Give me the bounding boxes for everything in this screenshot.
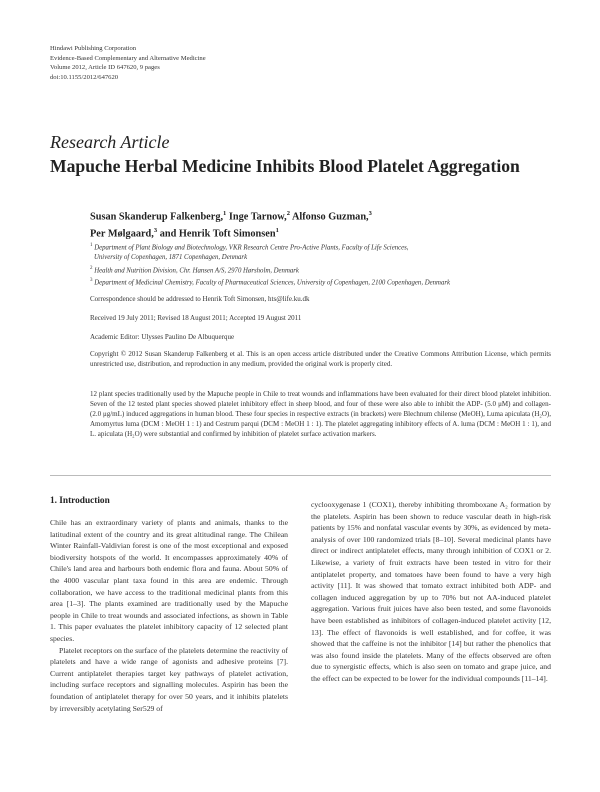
column-right xyxy=(311,499,551,685)
affiliation-mark: 3 xyxy=(90,278,93,284)
volume-info: Volume 2012, Article ID 647620, 9 pages xyxy=(50,64,160,72)
affiliation-text: University of Copenhagen, 1871 Copenhagen, Denmark xyxy=(94,254,248,262)
publisher: Hindawi Publishing Corporation xyxy=(50,45,137,52)
affiliation-mark: 1 xyxy=(90,243,93,248)
journal-name: Evidence-Based Complementary and Alternative Medicine xyxy=(50,54,206,62)
author-affil-mark: 2 xyxy=(286,210,290,217)
abstract: 12 plant species traditionally used by the Mapuche people in Chile to treat wounds and inflammations have been evaluated for their direct blood platelet inhibition. Seven of the 12 tested plant species showed platelet inhibitory effect in sheep blood, and four of these were also able to inhibit the ADP- (5.0 μM) and collagen- (2.0 μg/mL) induced aggregations in human blood. These four species in respective extracts (in brackets) were Blechnum chilense (MeOH), Luma apiculata (H₂O), Amomyrtus luma (DCM : MeOH 1 : 1) and Cestrum parqui (DCM : MeOH 1 : 1). The platelet aggregating inhibitory effects of A. luma (DCM : MeOH 1 : 1), and L. apiculata (H₂O) were substantial and confirmed by inhibition of platelet surface activation markers. xyxy=(90,390,551,438)
affiliation xyxy=(90,253,450,263)
author-name: Per Mølgaard, xyxy=(90,228,154,240)
affiliation-text: Health and Nutrition Division, Chr. Hansen A/S, 2970 Hørsholm, Denmark xyxy=(94,266,299,274)
academic-editor: Academic Editor: Ulysses Paulino De Albuquerque xyxy=(90,333,235,341)
affiliations xyxy=(90,241,450,289)
affiliation xyxy=(90,264,450,276)
article-type: Research Article xyxy=(50,132,170,152)
affiliation-mark: 2 xyxy=(90,265,93,271)
author-line-1 xyxy=(90,207,372,224)
author-affil-mark: 3 xyxy=(153,227,158,235)
paper-title: Mapuche Herbal Medicine Inhibits Blood Platelet Aggregation xyxy=(50,156,520,176)
affiliation-text: Department of Plant Biology and Biotechnology, VKR Research Centre Pro-Active Plants, Faculty of Life Sciences, xyxy=(94,244,409,252)
affiliation xyxy=(90,241,450,253)
doi: doi:10.1155/2012/647620 xyxy=(50,73,119,81)
author-affil-mark: 1 xyxy=(275,227,279,235)
author-name: Inge Tarnow, xyxy=(228,211,287,223)
author-name: Alfonso Guzman, xyxy=(291,211,369,223)
column-left xyxy=(50,517,288,714)
affiliation-text: Department of Medicinal Chemistry, Faculty of Pharmaceutical Sciences, University of Copenhagen, 2100 Copenhagen, Denmark xyxy=(94,279,451,287)
dates: Received 19 July 2011; Revised 18 August 2011; Accepted 19 August 2011 xyxy=(90,314,302,322)
author-name: and Henrik Toft Simonsen xyxy=(159,228,276,240)
author-list xyxy=(90,207,372,242)
paragraph: cyclooxygenase 1 (COX1), thereby inhibiting thromboxane A₂ formation by the platelets. Aspirin has been shown to reduce vascular death in high-risk patients by 15% and nonfatal vascular events by 30%, as evidenced by meta-analysis of over 100 randomized trials [8–10]. Several medicinal plants have direct or indirect antiplatelet effects, many through inhibition of COX1 or 2. Likewise, a variety of fruit extracts have been tested in vitro for their antiplatelet property, and tomatoes have been found to have a very high activity [11]. It was showed that tomato extract inhibited both ADP- and collagen induced aggregation by up to 70% but not AA-induced platelet aggregation. Various fruit juices have also been tested, and some flavonoids have been established as inhibitors of collagen-induced platelet activity [12, 13]. The effect of flavonoids is well established, and for coffee, it was showed that the caffeine is not the inhibitor [14] but rather the phenolics that was also found inside the platelets. Many of the effects observed are often due to synergistic effects, which is also seen on tomato and grape juice, and the effect can be expected to be lower for the individual compounds [11–14]. xyxy=(311,500,551,683)
copyright-notice: Copyright © 2012 Susan Skanderup Falkenberg et al. This is an open access article distributed under the Creative Commons Attribution License, which permits unrestricted use, distribution, and reproduction in any medium, provided the original work is properly cited. xyxy=(90,350,551,369)
paragraph: Chile has an extraordinary variety of plants and animals, thanks to the latitudinal extent of the country and its great altitudinal range. The Chilean Winter Rainfall-Valdivian forest is one of the most exceptional and exposed biodiversity hotspots of the world. It encompasses approximately 40% of Chile's land area and harbours both endemic flora and fauna. About 50% of the 4000 vascular plant taxa found in this area are endemic. Through collaboration, we have access to the traditional medicinal plants from this area [1–3]. The plants examined are traditionally used by the Mapuche people in Chile to treat wounds and associated infections, as shown in Table 1. This paper evaluates the platelet inhibitory capacity of 12 selected plant species. xyxy=(50,518,288,643)
section-heading: 1. Introduction xyxy=(50,496,110,506)
correspondence: Correspondence should be addressed to Henrik Toft Simonsen, hts@life.ku.dk xyxy=(90,295,310,303)
author-line-2 xyxy=(90,224,372,241)
paragraph: Platelet receptors on the surface of the platelets determine the reactivity of platelets and have a wide range of agonists and adhesive proteins [7]. Current antiplatelet therapies target key pathways of platelet activation, including surface receptors and signalling molecules. Aspirin has been the foundation of antiplatelet therapy for over 50 years, and it inhibits platelets by irreversibly acetylating Ser529 of xyxy=(50,645,288,713)
author-affil-mark: 3 xyxy=(368,210,372,217)
author-affil-mark: 1 xyxy=(223,210,227,217)
affiliation xyxy=(90,276,450,288)
journal-header xyxy=(50,44,206,82)
author-name: Susan Skanderup Falkenberg, xyxy=(90,211,224,223)
divider xyxy=(50,475,551,476)
